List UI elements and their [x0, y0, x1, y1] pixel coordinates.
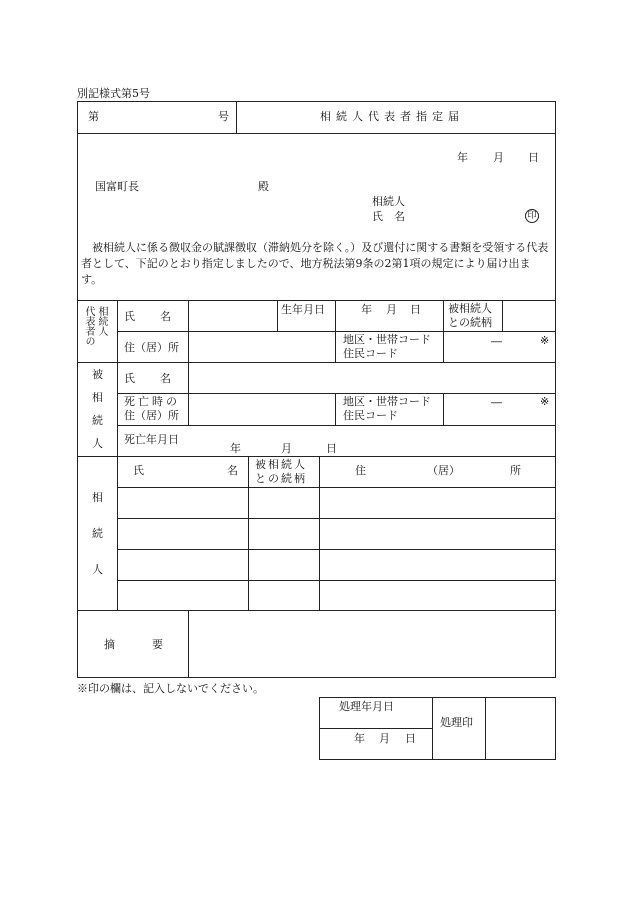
processing-date-year: 年: [354, 732, 365, 745]
rep-name-label: 氏 名: [124, 310, 172, 323]
applicant-role: 相続人: [372, 195, 405, 208]
heirs-section-char-3: 人: [92, 563, 103, 576]
rep-relation-label-2: との続柄: [448, 316, 492, 329]
addressee-name: 国富町長: [95, 180, 139, 193]
heirs-col-name-2: 名: [227, 464, 238, 477]
deceased-section-char-2: 相: [92, 391, 103, 404]
rep-code-mark: ※: [540, 334, 550, 347]
rep-section-label-2: 代表者の: [83, 306, 94, 346]
processing-date-month: 月: [379, 732, 390, 745]
deceased-address-label-1: 死亡時の: [124, 395, 180, 408]
heirs-col-address-1: 住: [355, 464, 366, 477]
deceased-section-char-4: 人: [92, 437, 103, 450]
deceased-code-dash: ―: [491, 396, 502, 409]
processing-date-label: 処理年月日: [339, 700, 394, 713]
rep-birth-day: 日: [410, 303, 421, 316]
heirs-col-address-2: （居）: [427, 464, 460, 477]
seal-mark-icon: 印: [525, 209, 539, 223]
deceased-code-label-2: 住民コード: [343, 409, 398, 422]
death-date-month: 月: [281, 442, 292, 455]
heirs-col-address-3: 所: [510, 464, 521, 477]
rep-relation-label-1: 被相続人: [448, 302, 492, 315]
rep-code-label-2: 住民コード: [343, 347, 398, 360]
heirs-col-relation-2: との続柄: [255, 472, 307, 485]
date-day: 日: [528, 151, 539, 164]
deceased-code-label-1: 地区・世帯コード: [343, 395, 431, 408]
deceased-section-char-3: 続: [92, 414, 103, 427]
rep-section-label-1: 相続人: [96, 306, 107, 336]
heirs-col-name-1: 氏: [133, 464, 144, 477]
deceased-name-label: 氏 名: [124, 372, 172, 385]
deceased-address-label-2: 住（居）所: [124, 409, 179, 422]
number-suffix: 号: [218, 110, 229, 123]
rep-address-label: 住（居）所: [124, 341, 179, 354]
date-year: 年: [457, 151, 468, 164]
rep-code-dash: ―: [491, 335, 502, 348]
heirs-col-relation-1: 被相続人: [255, 458, 307, 471]
form-title: 相続人代表者指定届: [320, 110, 464, 123]
footnote: ※印の欄は、記入しないでください。: [77, 682, 264, 695]
processing-date-day: 日: [405, 732, 416, 745]
death-date-day: 日: [326, 442, 337, 455]
remarks-label-1: 摘: [104, 638, 115, 651]
rep-code-label-1: 地区・世帯コード: [343, 333, 431, 346]
rep-birth-label: 生年月日: [281, 303, 325, 316]
deceased-code-mark: ※: [540, 395, 550, 408]
death-date-year: 年: [230, 442, 241, 455]
rep-birth-year: 年: [361, 303, 372, 316]
deceased-section-char-1: 被: [92, 368, 103, 381]
applicant-name-label: 氏 名: [372, 210, 405, 223]
remarks-label-2: 要: [152, 638, 163, 651]
addressee-honorific: 殿: [258, 180, 269, 193]
processing-seal-label: 処理印: [440, 716, 473, 729]
death-date-label: 死亡年月日: [124, 433, 179, 446]
heirs-section-char-2: 続: [92, 527, 103, 540]
rep-birth-month: 月: [386, 303, 397, 316]
date-month: 月: [493, 151, 504, 164]
heirs-section-char-1: 相: [92, 491, 103, 504]
form-label: 別記様式第5号: [77, 87, 150, 100]
body-text: 被相続人に係る徴収金の賦課徴収（滞納処分を除く。）及び還付に関する書類を受領する代表者として、下記のとおり指定しましたので、地方税法第9条の2第1項の規定により届け出ます。: [81, 241, 549, 286]
number-prefix: 第: [88, 110, 99, 123]
